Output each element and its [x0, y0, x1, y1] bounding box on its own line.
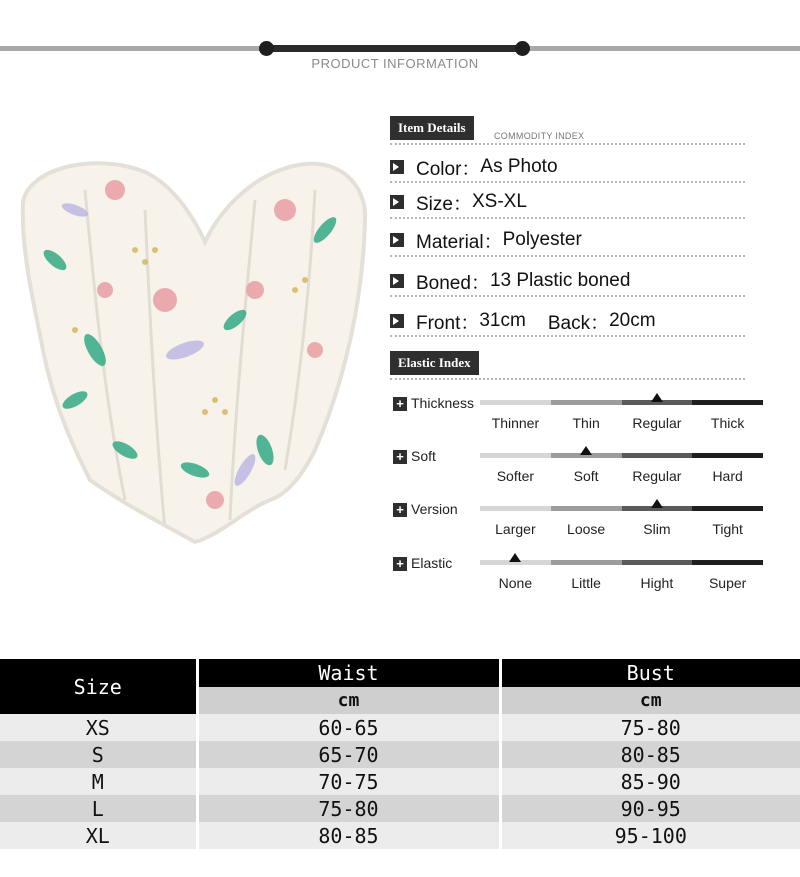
selected-level-marker: [580, 446, 592, 455]
divider: [390, 295, 745, 297]
detail-key-back: Back：: [547, 312, 610, 334]
bust-cell: 95-100: [500, 822, 800, 849]
plus-icon: +: [393, 450, 407, 464]
header-dot-left: [259, 41, 274, 56]
bust-cell: 80-85: [500, 741, 800, 768]
elastic-index-scale-bar: [480, 560, 763, 565]
elastic-index-option: Hard: [712, 468, 743, 484]
elastic-index-name: Version: [411, 501, 458, 517]
elastic-index-option: Super: [708, 575, 747, 591]
bust-cell: 75-80: [500, 714, 800, 741]
divider: [390, 378, 745, 380]
table-row: [0, 714, 800, 741]
detail-value: 31cm: [479, 310, 526, 331]
size-cell: XL: [0, 822, 197, 849]
plus-icon: +: [393, 557, 407, 571]
table-row: [0, 768, 800, 795]
detail-key: Front：: [416, 312, 480, 334]
size-cell: M: [0, 768, 197, 795]
detail-value: As Photo: [480, 156, 558, 177]
detail-row-material: [390, 225, 582, 255]
elastic-index-name: Soft: [411, 448, 436, 464]
elastic-index-scale-bar: [480, 506, 763, 511]
waist-cell: 70-75: [197, 768, 500, 795]
table-row: [0, 822, 800, 849]
detail-key: Material：: [416, 231, 503, 253]
bust-cell: 85-90: [500, 768, 800, 795]
detail-row-dimensions: [390, 306, 656, 336]
elastic-index-name: Thickness: [411, 395, 475, 411]
divider: [390, 255, 745, 257]
arrow-bullet-icon: [390, 233, 404, 247]
selected-level-marker: [651, 393, 663, 402]
elastic-index-option: Hight: [640, 575, 674, 591]
detail-row-color: [390, 152, 558, 182]
size-cell: S: [0, 741, 197, 768]
elastic-index-option: Little: [571, 575, 601, 591]
detail-key: Color：: [416, 158, 481, 180]
selected-level-marker: [651, 499, 663, 508]
elastic-index-row: [393, 397, 773, 445]
detail-row-boned: [390, 266, 630, 296]
waist-unit: cm: [197, 687, 500, 714]
item-details-label: Item Details: [390, 116, 474, 140]
header-line-left: [0, 46, 265, 51]
size-cell: XS: [0, 714, 197, 741]
product-image: [15, 150, 375, 555]
elastic-index-option: Larger: [495, 521, 536, 537]
elastic-index-option: Regular: [632, 468, 682, 484]
header-line-right: [525, 46, 800, 51]
detail-row-size: [390, 187, 527, 217]
table-row: [0, 795, 800, 822]
elastic-index-option: None: [498, 575, 533, 591]
header-title: PRODUCT INFORMATION: [311, 56, 479, 71]
waist-cell: 65-70: [197, 741, 500, 768]
detail-key: Boned：: [416, 272, 490, 294]
arrow-bullet-icon: [390, 195, 404, 209]
elastic-index-scale-bar: [480, 453, 763, 458]
arrow-bullet-icon: [390, 314, 404, 328]
plus-icon: +: [393, 397, 407, 411]
elastic-index-option: Softer: [496, 468, 535, 484]
elastic-index-label: Elastic Index: [390, 351, 479, 375]
detail-value-back: 20cm: [609, 310, 656, 331]
detail-value: Polyester: [502, 229, 582, 250]
elastic-index-option: Soft: [573, 468, 599, 484]
bust-cell: 90-95: [500, 795, 800, 822]
waist-column-header: Waist: [197, 659, 500, 687]
elastic-index-scale-bar: [480, 400, 763, 405]
elastic-index-option: Thinner: [491, 415, 540, 431]
divider: [390, 335, 745, 337]
table-row: [0, 741, 800, 768]
divider: [390, 217, 745, 219]
arrow-bullet-icon: [390, 160, 404, 174]
elastic-index-option: Loose: [567, 521, 606, 537]
bust-column-header: Bust: [500, 659, 800, 687]
elastic-index-option: Thin: [572, 415, 600, 431]
detail-value: XS-XL: [471, 191, 527, 212]
elastic-index-name: Elastic: [411, 555, 453, 571]
elastic-index-option: Tight: [712, 521, 743, 537]
header-dot-right: [515, 41, 530, 56]
size-cell: L: [0, 795, 197, 822]
detail-key: Size：: [416, 193, 472, 215]
item-details-sublabel: COMMODITY INDEX: [494, 131, 585, 141]
elastic-index-row: [393, 450, 773, 498]
size-column-header: Size: [0, 659, 197, 714]
detail-value: 13 Plastic boned: [489, 270, 631, 291]
elastic-index-option: Thick: [710, 415, 745, 431]
waist-cell: 60-65: [197, 714, 500, 741]
elastic-index-option: Regular: [632, 415, 682, 431]
selected-level-marker: [509, 553, 521, 562]
divider: [390, 181, 745, 183]
header-line-center: [265, 45, 525, 52]
size-chart-table: [0, 659, 800, 849]
waist-cell: 75-80: [197, 795, 500, 822]
elastic-index-row: [393, 503, 773, 551]
divider: [390, 143, 745, 145]
elastic-index-row: [393, 557, 773, 605]
elastic-index-option: Slim: [643, 521, 671, 537]
waist-cell: 80-85: [197, 822, 500, 849]
arrow-bullet-icon: [390, 274, 404, 288]
bust-unit: cm: [500, 687, 800, 714]
plus-icon: +: [393, 503, 407, 517]
